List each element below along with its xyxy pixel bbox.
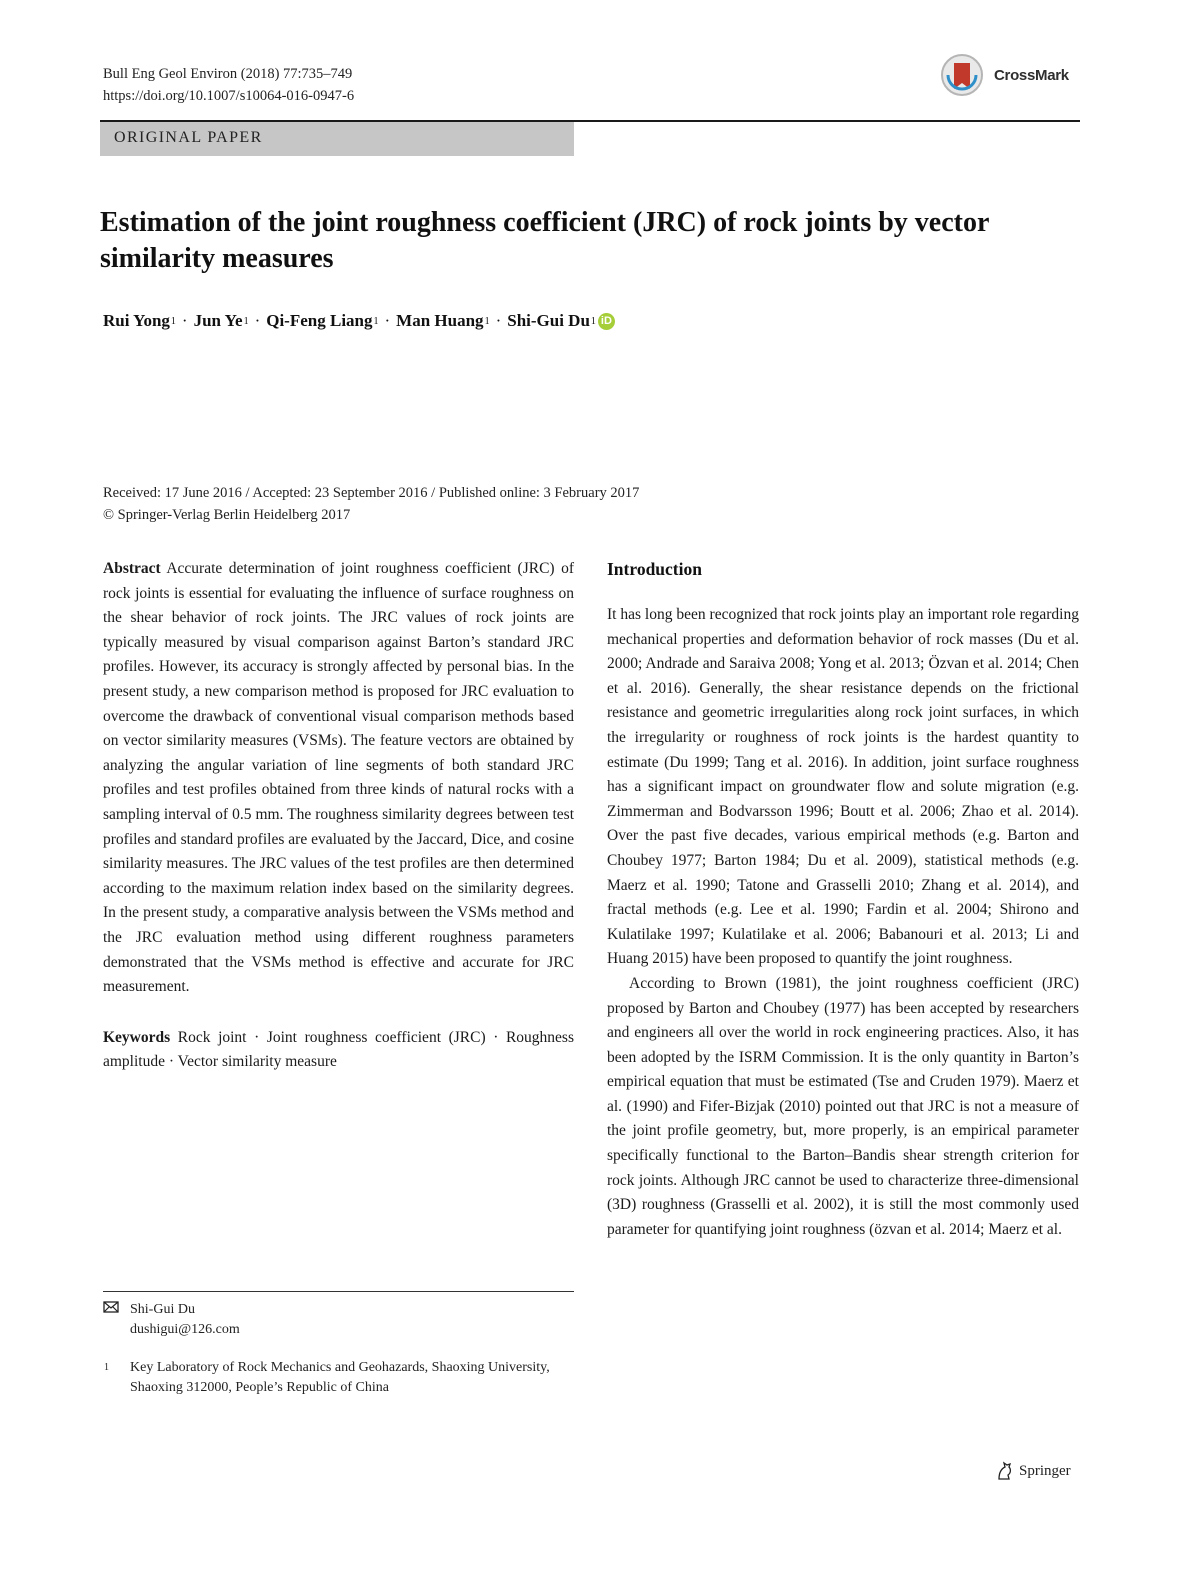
crossmark-label: CrossMark [994, 66, 1069, 84]
author-affiliation-mark: 1 [484, 315, 490, 327]
article-type-badge [100, 122, 574, 156]
copyright-line: © Springer-Verlag Berlin Heidelberg 2017 [103, 507, 351, 523]
intro-paragraph-1: It has long been recognized that rock joints play an important role regarding mechanical properties and deformation behavior of rock masses (Du et al. 2000; Andrade and Saraiva 2008; Yong et al. 2013; Özvan et al. 2014; Chen et al. 2016). Generally, the shear resistance depends on the frictional resistance and geometric irregularities along rock joint surfaces, in which the irregularity or roughness of rock joints is the hardest quantity to estimate (Du 1999; Tang et al. 2016). In addition, joint surface roughness has a significant impact on groundwater flow and solute migration (e.g. Zimmerman and Bodvarsson 1996; Boutt et al. 2006; Zhao et al. 2014). Over the past five decades, various empirical methods (e.g. Barton and Choubey 1977; Barton 1984; Du et al. 2009), statistical methods (e.g. Maerz et al. 1990; Tatone and Grasselli 2010; Zhang et al. 2014), and fractal methods (e.g. Lee et al. 1990; Fardin et al. 2004; Shirono and Kulatilake 1997; Kulatilake et al. 2006; Babanouri et al. 2013; Li and Huang 2015) have been proposed to quantify the joint roughness. [607, 606, 1079, 968]
author-separator: · [384, 311, 391, 330]
author-affiliation-mark: 1 [590, 315, 596, 327]
intro-paragraph-2: According to Brown (1981), the joint roughness coefficient (JRC) proposed by Barton and Choubey (1977) has been accepted by researchers and engineers all over the world in rock engineering practices. Also, it has been adopted by the ISRM Commission. It is the only quantity in Barton’s empirical equation that must be estimated (Tse and Cruden 1979). Maerz et al. (1990) and Fifer-Bizjak (2010) pointed out that JRC is not a measure of the joint profile geometry, but, more properly, is an empirical parameter specifically functional to the Barton–Bandis shear strength criterion for rock joints. Although JRC cannot be used to characterize three-dimensional (3D) roughness (Grasselli et al. 2002), it is still the most commonly used parameter for quantifying joint roughness (özvan et al. 2014; Maerz et al. [607, 974, 1079, 1238]
affiliation-number: 1 [104, 1362, 109, 1373]
author-list [103, 311, 615, 331]
author-name[interactable]: Shi-Gui Du [507, 311, 590, 330]
corresponding-email[interactable]: dushigui@126.com [130, 1322, 240, 1337]
keywords-label: Keywords [103, 1028, 171, 1046]
orcid-icon[interactable]: iD [598, 313, 615, 330]
footnote-rule [103, 1291, 574, 1292]
section-heading: Introduction [607, 559, 702, 579]
journal-info [103, 63, 354, 107]
doi-link[interactable]: https://doi.org/10.1007/s10064-016-0947-6 [103, 88, 355, 104]
keywords [103, 1026, 574, 1075]
paper-title: Estimation of the joint roughness coefficient (JRC) of rock joints by vector similarity measures [100, 207, 989, 274]
right-column [607, 557, 1079, 1242]
corresponding-name: Shi-Gui Du [130, 1302, 195, 1317]
publisher-name: Springer [1019, 1462, 1071, 1479]
publication-dates [103, 482, 639, 526]
crossmark-icon [938, 53, 988, 97]
author-affiliation-mark: 1 [170, 315, 176, 327]
springer-horse-icon [995, 1461, 1015, 1481]
keywords-text: Rock joint · Joint roughness coefficient (JRC) · Roughness amplitude · Vector similarity measure [103, 1028, 574, 1071]
abstract [103, 557, 574, 1000]
crossmark-badge[interactable] [938, 53, 1086, 97]
author-affiliation-mark: 1 [243, 315, 249, 327]
abstract-label: Abstract [103, 560, 161, 577]
journal-citation: Bull Eng Geol Environ (2018) 77:735–749 [103, 66, 353, 82]
author-separator: · [254, 311, 261, 330]
author-affiliation-mark: 1 [373, 315, 379, 327]
envelope-icon [103, 1300, 123, 1321]
affiliation-text: Key Laboratory of Rock Mechanics and Geohazards, Shaoxing University, Shaoxing 312000, People’s Republic of China [130, 1360, 550, 1395]
author-separator: · [495, 311, 502, 330]
author-name[interactable]: Jun Ye [193, 311, 243, 330]
left-column [103, 557, 574, 1075]
corresponding-author [130, 1300, 240, 1340]
author-name[interactable]: Qi-Feng Liang [266, 311, 373, 330]
author-name[interactable]: Rui Yong [103, 311, 170, 330]
article-type-label: ORIGINAL PAPER [114, 129, 263, 146]
abstract-text: Accurate determination of joint roughness coefficient (JRC) of rock joints is essential for evaluating the influence of surface roughness on the shear behavior of rock joints. The JRC values of rock joints are typically measured by visual comparison against Barton’s standard JRC profiles. However, its accuracy is strongly affected by personal bias. In the present study, a new comparison method is proposed for JRC evaluation to overcome the drawback of conventional visual comparison methods based on vector similarity measures (VSMs). The feature vectors are obtained by analyzing the angular variation of line segments of both standard JRC profiles and test profiles obtained from three kinds of natural rocks with a sampling interval of 0.5 mm. The roughness similarity degrees between test profiles and standard profiles are evaluated by the Jaccard, Dice, and cosine similarity measures. The JRC values of the test profiles are then determined according to the maximum relation index based on the similarity degrees. In the present study, a comparative analysis between the VSMs method and the JRC evaluation method using different roughness parameters demonstrated that the VSMs method is effective and accurate for JRC measurement. [103, 560, 574, 996]
author-name[interactable]: Man Huang [396, 311, 484, 330]
history-dates: Received: 17 June 2016 / Accepted: 23 September 2016 / Published online: 3 February 2017 [103, 485, 640, 501]
author-separator: · [181, 311, 188, 330]
publisher-logo [995, 1461, 1071, 1481]
